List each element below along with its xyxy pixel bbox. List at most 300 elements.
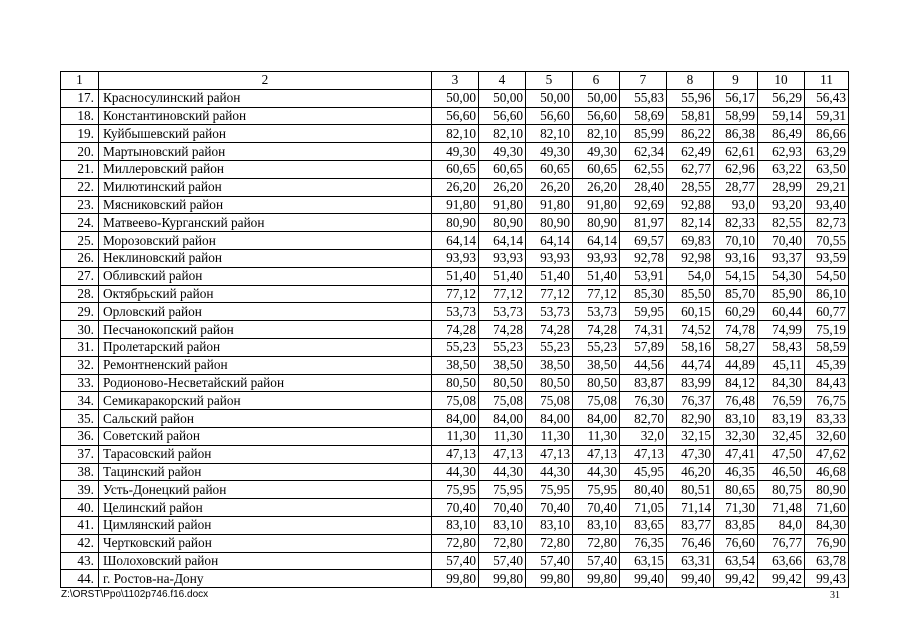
value-cell: 11,30 (573, 427, 620, 445)
value-cell: 47,62 (805, 445, 849, 463)
table-row (61, 214, 849, 232)
value-cell: 56,60 (479, 107, 526, 125)
column-header: 8 (667, 72, 714, 90)
district-name: Целинский район (99, 499, 432, 517)
value-cell: 70,40 (758, 232, 805, 250)
value-cell: 44,30 (479, 463, 526, 481)
table-row (61, 499, 849, 517)
district-name: Куйбышевский район (99, 125, 432, 143)
value-cell: 74,28 (432, 321, 479, 339)
value-cell: 77,12 (573, 285, 620, 303)
value-cell: 56,60 (526, 107, 573, 125)
value-cell: 80,90 (526, 214, 573, 232)
value-cell: 82,33 (714, 214, 758, 232)
value-cell: 80,50 (432, 374, 479, 392)
value-cell: 72,80 (526, 534, 573, 552)
value-cell: 26,20 (432, 178, 479, 196)
district-name: Шолоховский район (99, 552, 432, 570)
district-name: Красносулинский район (99, 89, 432, 107)
value-cell: 58,59 (805, 338, 849, 356)
value-cell: 99,80 (479, 570, 526, 588)
value-cell: 46,50 (758, 463, 805, 481)
table-row (61, 107, 849, 125)
value-cell: 75,08 (573, 392, 620, 410)
value-cell: 56,60 (573, 107, 620, 125)
table-row (61, 178, 849, 196)
value-cell: 63,54 (714, 552, 758, 570)
value-cell: 57,40 (479, 552, 526, 570)
value-cell: 85,70 (714, 285, 758, 303)
value-cell: 58,99 (714, 107, 758, 125)
value-cell: 92,88 (667, 196, 714, 214)
district-name: Тарасовский район (99, 445, 432, 463)
table-row (61, 196, 849, 214)
value-cell: 84,00 (573, 410, 620, 428)
value-cell: 63,66 (758, 552, 805, 570)
row-number: 23. (61, 196, 99, 214)
value-cell: 58,69 (620, 107, 667, 125)
district-name: Советский район (99, 427, 432, 445)
value-cell: 38,50 (573, 356, 620, 374)
value-cell: 82,73 (805, 214, 849, 232)
value-cell: 74,52 (667, 321, 714, 339)
value-cell: 71,05 (620, 499, 667, 517)
value-cell: 58,81 (667, 107, 714, 125)
value-cell: 56,60 (432, 107, 479, 125)
value-cell: 76,35 (620, 534, 667, 552)
value-cell: 83,33 (805, 410, 849, 428)
value-cell: 11,30 (526, 427, 573, 445)
value-cell: 99,43 (805, 570, 849, 588)
table-row (61, 356, 849, 374)
value-cell: 93,0 (714, 196, 758, 214)
value-cell: 83,19 (758, 410, 805, 428)
value-cell: 63,29 (805, 143, 849, 161)
value-cell: 84,43 (805, 374, 849, 392)
value-cell: 56,17 (714, 89, 758, 107)
value-cell: 60,15 (667, 303, 714, 321)
value-cell: 71,30 (714, 499, 758, 517)
value-cell: 46,35 (714, 463, 758, 481)
row-number: 36. (61, 427, 99, 445)
value-cell: 63,31 (667, 552, 714, 570)
value-cell: 80,75 (758, 481, 805, 499)
value-cell: 75,08 (479, 392, 526, 410)
footer-file-path: Z:\ORST\Ppo\1102p746.f16.docx (61, 589, 209, 600)
value-cell: 82,10 (479, 125, 526, 143)
footer-page-number: 31 (830, 590, 840, 601)
value-cell: 64,14 (573, 232, 620, 250)
table-row (61, 427, 849, 445)
column-header: 3 (432, 72, 479, 90)
value-cell: 75,19 (805, 321, 849, 339)
district-name: Мясниковский район (99, 196, 432, 214)
value-cell: 53,73 (479, 303, 526, 321)
district-name: Цимлянский район (99, 516, 432, 534)
value-cell: 84,00 (432, 410, 479, 428)
value-cell: 54,15 (714, 267, 758, 285)
value-cell: 83,77 (667, 516, 714, 534)
table-row (61, 249, 849, 267)
value-cell: 80,50 (479, 374, 526, 392)
district-name: Октябрьский район (99, 285, 432, 303)
value-cell: 75,95 (432, 481, 479, 499)
value-cell: 63,50 (805, 160, 849, 178)
value-cell: 84,00 (479, 410, 526, 428)
value-cell: 60,29 (714, 303, 758, 321)
value-cell: 86,22 (667, 125, 714, 143)
value-cell: 60,44 (758, 303, 805, 321)
value-cell: 62,55 (620, 160, 667, 178)
value-cell: 70,40 (432, 499, 479, 517)
row-number: 33. (61, 374, 99, 392)
value-cell: 32,45 (758, 427, 805, 445)
value-cell: 55,23 (573, 338, 620, 356)
value-cell: 74,28 (526, 321, 573, 339)
value-cell: 32,0 (620, 427, 667, 445)
value-cell: 47,13 (526, 445, 573, 463)
value-cell: 44,89 (714, 356, 758, 374)
value-cell: 69,83 (667, 232, 714, 250)
value-cell: 57,40 (432, 552, 479, 570)
value-cell: 83,65 (620, 516, 667, 534)
row-number: 35. (61, 410, 99, 428)
value-cell: 82,70 (620, 410, 667, 428)
value-cell: 83,99 (667, 374, 714, 392)
value-cell: 49,30 (432, 143, 479, 161)
value-cell: 56,43 (805, 89, 849, 107)
value-cell: 64,14 (526, 232, 573, 250)
column-header: 5 (526, 72, 573, 90)
district-name: Сальский район (99, 410, 432, 428)
value-cell: 82,55 (758, 214, 805, 232)
value-cell: 54,30 (758, 267, 805, 285)
district-name: Родионово-Несветайский район (99, 374, 432, 392)
value-cell: 70,40 (526, 499, 573, 517)
row-number: 32. (61, 356, 99, 374)
value-cell: 93,93 (573, 249, 620, 267)
value-cell: 70,55 (805, 232, 849, 250)
table-row (61, 570, 849, 588)
value-cell: 55,23 (432, 338, 479, 356)
value-cell: 76,60 (714, 534, 758, 552)
value-cell: 38,50 (432, 356, 479, 374)
value-cell: 60,65 (526, 160, 573, 178)
district-name: Чертковский район (99, 534, 432, 552)
value-cell: 70,40 (573, 499, 620, 517)
value-cell: 92,69 (620, 196, 667, 214)
row-number: 17. (61, 89, 99, 107)
district-name: Тацинский район (99, 463, 432, 481)
column-header: 7 (620, 72, 667, 90)
value-cell: 92,78 (620, 249, 667, 267)
value-cell: 69,57 (620, 232, 667, 250)
value-cell: 80,51 (667, 481, 714, 499)
value-cell: 59,95 (620, 303, 667, 321)
value-cell: 58,27 (714, 338, 758, 356)
row-number: 18. (61, 107, 99, 125)
value-cell: 46,68 (805, 463, 849, 481)
district-name: Песчанокопский район (99, 321, 432, 339)
value-cell: 76,75 (805, 392, 849, 410)
value-cell: 60,65 (573, 160, 620, 178)
value-cell: 38,50 (479, 356, 526, 374)
value-cell: 28,40 (620, 178, 667, 196)
value-cell: 58,16 (667, 338, 714, 356)
district-name: Мартыновский район (99, 143, 432, 161)
value-cell: 76,77 (758, 534, 805, 552)
value-cell: 80,65 (714, 481, 758, 499)
value-cell: 38,50 (526, 356, 573, 374)
value-cell: 99,80 (526, 570, 573, 588)
table-row (61, 552, 849, 570)
value-cell: 85,50 (667, 285, 714, 303)
value-cell: 91,80 (432, 196, 479, 214)
district-name: Морозовский район (99, 232, 432, 250)
value-cell: 54,0 (667, 267, 714, 285)
row-number: 19. (61, 125, 99, 143)
row-number: 25. (61, 232, 99, 250)
table-row (61, 285, 849, 303)
value-cell: 76,59 (758, 392, 805, 410)
value-cell: 45,95 (620, 463, 667, 481)
value-cell: 47,13 (573, 445, 620, 463)
value-cell: 26,20 (526, 178, 573, 196)
column-header: 11 (805, 72, 849, 90)
value-cell: 44,74 (667, 356, 714, 374)
value-cell: 91,80 (526, 196, 573, 214)
value-cell: 84,30 (758, 374, 805, 392)
value-cell: 93,40 (805, 196, 849, 214)
value-cell: 76,37 (667, 392, 714, 410)
value-cell: 86,66 (805, 125, 849, 143)
value-cell: 70,40 (479, 499, 526, 517)
value-cell: 72,80 (432, 534, 479, 552)
value-cell: 53,91 (620, 267, 667, 285)
district-name: Матвеево-Курганский район (99, 214, 432, 232)
value-cell: 64,14 (432, 232, 479, 250)
value-cell: 71,14 (667, 499, 714, 517)
value-cell: 83,10 (479, 516, 526, 534)
row-number: 30. (61, 321, 99, 339)
column-header: 9 (714, 72, 758, 90)
value-cell: 53,73 (573, 303, 620, 321)
value-cell: 83,10 (573, 516, 620, 534)
value-cell: 80,40 (620, 481, 667, 499)
value-cell: 82,14 (667, 214, 714, 232)
value-cell: 62,93 (758, 143, 805, 161)
value-cell: 99,42 (714, 570, 758, 588)
row-number: 22. (61, 178, 99, 196)
value-cell: 76,48 (714, 392, 758, 410)
value-cell: 56,29 (758, 89, 805, 107)
value-cell: 91,80 (573, 196, 620, 214)
value-cell: 60,65 (432, 160, 479, 178)
value-cell: 92,98 (667, 249, 714, 267)
value-cell: 51,40 (526, 267, 573, 285)
value-cell: 76,46 (667, 534, 714, 552)
value-cell: 84,30 (805, 516, 849, 534)
value-cell: 80,50 (573, 374, 620, 392)
value-cell: 47,13 (479, 445, 526, 463)
value-cell: 62,49 (667, 143, 714, 161)
district-name: г. Ростов-на-Дону (99, 570, 432, 588)
row-number: 37. (61, 445, 99, 463)
value-cell: 55,83 (620, 89, 667, 107)
value-cell: 55,96 (667, 89, 714, 107)
value-cell: 76,30 (620, 392, 667, 410)
table-row (61, 392, 849, 410)
row-number: 39. (61, 481, 99, 499)
column-header: 2 (99, 72, 432, 90)
table-row (61, 160, 849, 178)
value-cell: 51,40 (432, 267, 479, 285)
value-cell: 44,30 (573, 463, 620, 481)
value-cell: 74,28 (573, 321, 620, 339)
value-cell: 47,13 (620, 445, 667, 463)
value-cell: 59,31 (805, 107, 849, 125)
value-cell: 32,15 (667, 427, 714, 445)
value-cell: 91,80 (479, 196, 526, 214)
value-cell: 84,0 (758, 516, 805, 534)
value-cell: 49,30 (573, 143, 620, 161)
table-row (61, 89, 849, 107)
table-row (61, 321, 849, 339)
value-cell: 28,55 (667, 178, 714, 196)
value-cell: 74,78 (714, 321, 758, 339)
value-cell: 63,78 (805, 552, 849, 570)
value-cell: 99,40 (620, 570, 667, 588)
value-cell: 72,80 (573, 534, 620, 552)
district-name: Обливский район (99, 267, 432, 285)
row-number: 42. (61, 534, 99, 552)
value-cell: 80,50 (526, 374, 573, 392)
table-row (61, 125, 849, 143)
value-cell: 59,14 (758, 107, 805, 125)
value-cell: 51,40 (479, 267, 526, 285)
value-cell: 50,00 (432, 89, 479, 107)
value-cell: 85,30 (620, 285, 667, 303)
value-cell: 70,10 (714, 232, 758, 250)
row-number: 28. (61, 285, 99, 303)
column-header: 1 (61, 72, 99, 90)
value-cell: 86,10 (805, 285, 849, 303)
value-cell: 74,99 (758, 321, 805, 339)
table-row (61, 534, 849, 552)
value-cell: 26,20 (479, 178, 526, 196)
value-cell: 93,16 (714, 249, 758, 267)
value-cell: 58,43 (758, 338, 805, 356)
value-cell: 93,37 (758, 249, 805, 267)
value-cell: 29,21 (805, 178, 849, 196)
value-cell: 81,97 (620, 214, 667, 232)
table-row (61, 232, 849, 250)
value-cell: 82,90 (667, 410, 714, 428)
value-cell: 28,99 (758, 178, 805, 196)
value-cell: 77,12 (479, 285, 526, 303)
value-cell: 50,00 (526, 89, 573, 107)
value-cell: 83,10 (432, 516, 479, 534)
row-number: 34. (61, 392, 99, 410)
value-cell: 82,10 (573, 125, 620, 143)
value-cell: 93,93 (526, 249, 573, 267)
district-name: Константиновский район (99, 107, 432, 125)
value-cell: 93,93 (432, 249, 479, 267)
table-row (61, 374, 849, 392)
district-name: Миллеровский район (99, 160, 432, 178)
value-cell: 76,90 (805, 534, 849, 552)
value-cell: 53,73 (526, 303, 573, 321)
district-name: Милютинский район (99, 178, 432, 196)
value-cell: 86,38 (714, 125, 758, 143)
row-number: 31. (61, 338, 99, 356)
value-cell: 53,73 (432, 303, 479, 321)
value-cell: 32,60 (805, 427, 849, 445)
table-row (61, 410, 849, 428)
value-cell: 84,00 (526, 410, 573, 428)
district-name: Неклиновский район (99, 249, 432, 267)
value-cell: 72,80 (479, 534, 526, 552)
value-cell: 71,48 (758, 499, 805, 517)
value-cell: 84,12 (714, 374, 758, 392)
row-number: 20. (61, 143, 99, 161)
value-cell: 62,61 (714, 143, 758, 161)
value-cell: 75,95 (479, 481, 526, 499)
value-cell: 83,85 (714, 516, 758, 534)
value-cell: 57,89 (620, 338, 667, 356)
value-cell: 85,99 (620, 125, 667, 143)
value-cell: 32,30 (714, 427, 758, 445)
value-cell: 75,95 (526, 481, 573, 499)
column-header: 6 (573, 72, 620, 90)
value-cell: 45,39 (805, 356, 849, 374)
value-cell: 93,20 (758, 196, 805, 214)
value-cell: 99,42 (758, 570, 805, 588)
value-cell: 93,59 (805, 249, 849, 267)
value-cell: 44,30 (432, 463, 479, 481)
value-cell: 80,90 (573, 214, 620, 232)
value-cell: 47,13 (432, 445, 479, 463)
value-cell: 63,15 (620, 552, 667, 570)
row-number: 41. (61, 516, 99, 534)
value-cell: 75,95 (573, 481, 620, 499)
district-name: Пролетарский район (99, 338, 432, 356)
value-cell: 60,77 (805, 303, 849, 321)
data-table (60, 71, 849, 588)
row-number: 24. (61, 214, 99, 232)
table-row (61, 463, 849, 481)
value-cell: 62,77 (667, 160, 714, 178)
value-cell: 50,00 (479, 89, 526, 107)
value-cell: 93,93 (479, 249, 526, 267)
value-cell: 49,30 (479, 143, 526, 161)
value-cell: 51,40 (573, 267, 620, 285)
value-cell: 57,40 (573, 552, 620, 570)
row-number: 44. (61, 570, 99, 588)
value-cell: 60,65 (479, 160, 526, 178)
value-cell: 77,12 (526, 285, 573, 303)
value-cell: 44,56 (620, 356, 667, 374)
value-cell: 62,34 (620, 143, 667, 161)
value-cell: 55,23 (526, 338, 573, 356)
column-header: 4 (479, 72, 526, 90)
value-cell: 55,23 (479, 338, 526, 356)
value-cell: 83,87 (620, 374, 667, 392)
value-cell: 64,14 (479, 232, 526, 250)
value-cell: 44,30 (526, 463, 573, 481)
row-number: 29. (61, 303, 99, 321)
value-cell: 28,77 (714, 178, 758, 196)
